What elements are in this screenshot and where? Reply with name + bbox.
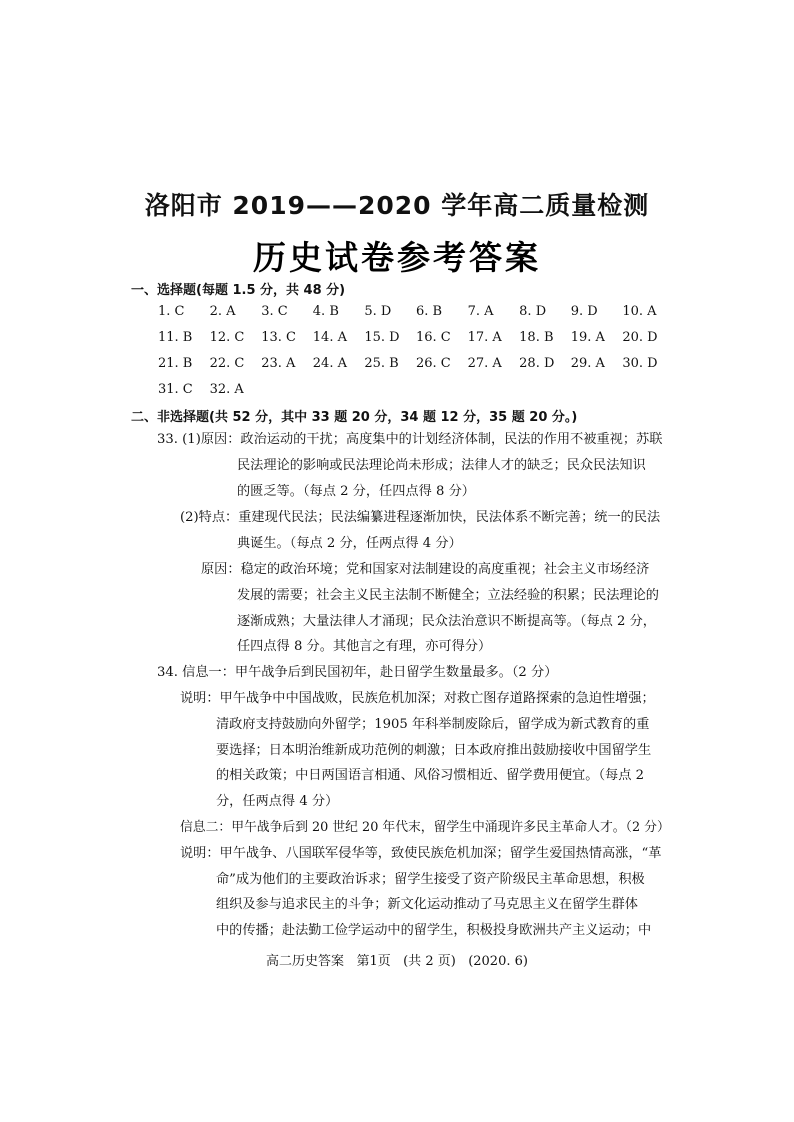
- answer-text-line: 说明：甲午战争、八国联军侵华等，致使民族危机加深；留学生爱国热情高涨，“革: [180, 846, 662, 861]
- document-title: 历史试卷参考答案: [253, 238, 541, 277]
- answer-item: 13. C: [261, 330, 296, 345]
- answer-text-line: 民法理论的影响或民法理论尚未形成；法律人才的缺乏；民众民法知识: [237, 458, 646, 473]
- answer-item: 18. B: [519, 330, 554, 345]
- answer-item: 21. B: [158, 356, 193, 371]
- answer-item: 10. A: [622, 304, 657, 319]
- answer-text-line: 要选择；日本明治维新成功范例的刺激；日本政府推出鼓励接收中国留学生: [216, 743, 652, 758]
- section2-heading: 二、非选择题(共 52 分，其中 33 题 20 分，34 题 12 分，35 题 20 分。): [131, 410, 578, 425]
- answer-item: 25. B: [364, 356, 399, 371]
- answer-text-line: 分，任两点得 4 分）: [216, 794, 339, 809]
- answer-text-line: 典诞生。（每点 2 分，任两点得 4 分）: [237, 536, 462, 551]
- answer-item: 5. D: [364, 304, 392, 319]
- answer-text-line: 清政府支持鼓励向外留学；1905 年科举制废除后，留学成为新式教育的重: [216, 717, 650, 732]
- exam-title: 洛阳市 2019——2020 学年高二质量检测: [144, 191, 650, 220]
- page-footer: 高二历史答案 第1页 (共 2 页) (2020. 6): [266, 954, 528, 969]
- answer-item: 4. B: [312, 304, 339, 319]
- answer-text-line: 命”成为他们的主要政治诉求；留学生接受了资产阶级民主革命思想，积极: [216, 872, 645, 887]
- answer-item: 7. A: [467, 304, 494, 319]
- answer-item: 19. A: [570, 330, 605, 345]
- answer-item: 20. D: [622, 330, 658, 345]
- answer-text-line: 组织及参与追求民主的斗争；新文化运动推动了马克思主义在留学生群体: [216, 897, 638, 912]
- answer-item: 2. A: [209, 304, 236, 319]
- answer-item: 8. D: [519, 304, 547, 319]
- answer-text-line: 说明：甲午战争中中国战败，民族危机加深；对救亡图存道路探索的急迫性增强；: [180, 691, 655, 706]
- section1-heading: 一、选择题(每题 1.5 分，共 48 分): [131, 283, 346, 298]
- answer-item: 17. A: [467, 330, 502, 345]
- answer-text-line: 逐渐成熟；大量法律人才涌现；民众法治意识不断提高等。（每点 2 分，: [237, 614, 656, 629]
- answer-item: 31. C: [158, 382, 193, 397]
- choice-answer-grid: [158, 304, 674, 408]
- answer-item: 6. B: [415, 304, 443, 319]
- answer-item: 1. C: [158, 304, 185, 319]
- answer-item: 12. C: [209, 330, 245, 345]
- answer-text-line: 任四点得 8 分。其他言之有理，亦可得分）: [237, 639, 492, 654]
- answer-item: 11. B: [158, 330, 193, 345]
- answer-item: 28. D: [519, 356, 555, 371]
- answer-item: 16. C: [415, 330, 451, 345]
- answer-item: 14. A: [312, 330, 347, 345]
- answer-item: 15. D: [364, 330, 400, 345]
- answer-item: 9. D: [570, 304, 598, 319]
- answer-item: 23. A: [261, 356, 296, 371]
- answer-text-line: 34. 信息一：甲午战争后到民国初年，赴日留学生数量最多。（2 分）: [157, 665, 558, 680]
- answer-item: 29. A: [570, 356, 605, 371]
- answer-item: 3. C: [261, 304, 288, 319]
- answer-text-line: 33. (1)原因：政治运动的干扰；高度集中的计划经济体制，民法的作用不被重视；苏联: [157, 432, 663, 447]
- answer-text-line: 原因：稳定的政治环境；党和国家对法制建设的高度重视；社会主义市场经济: [201, 562, 650, 577]
- answer-item: 26. C: [415, 356, 451, 371]
- answer-text-line: 的相关政策；中日两国语言相通、风俗习惯相近、留学费用便宜。（每点 2: [216, 768, 644, 783]
- answer-item: 27. A: [467, 356, 502, 371]
- answer-item: 30. D: [622, 356, 658, 371]
- answer-item: 24. A: [312, 356, 347, 371]
- answer-item: 32. A: [209, 382, 244, 397]
- answer-item: 22. C: [209, 356, 245, 371]
- answer-text-line: (2)特点：重建现代民法；民法编纂进程逐渐加快，民法体系不断完善；统一的民法: [180, 510, 661, 525]
- answer-text-line: 的匮乏等。（每点 2 分，任四点得 8 分）: [237, 484, 475, 499]
- answer-text-line: 信息二：甲午战争后到 20 世纪 20 年代末，留学生中涌现许多民主革命人才。（2 分）: [180, 820, 670, 835]
- answer-text-line: 中的传播；赴法勤工俭学运动中的留学生，积极投身欧洲共产主义运动；中: [216, 923, 652, 938]
- answer-text-line: 发展的需要；社会主义民主法制不断健全；立法经验的积累；民法理论的: [237, 588, 659, 603]
